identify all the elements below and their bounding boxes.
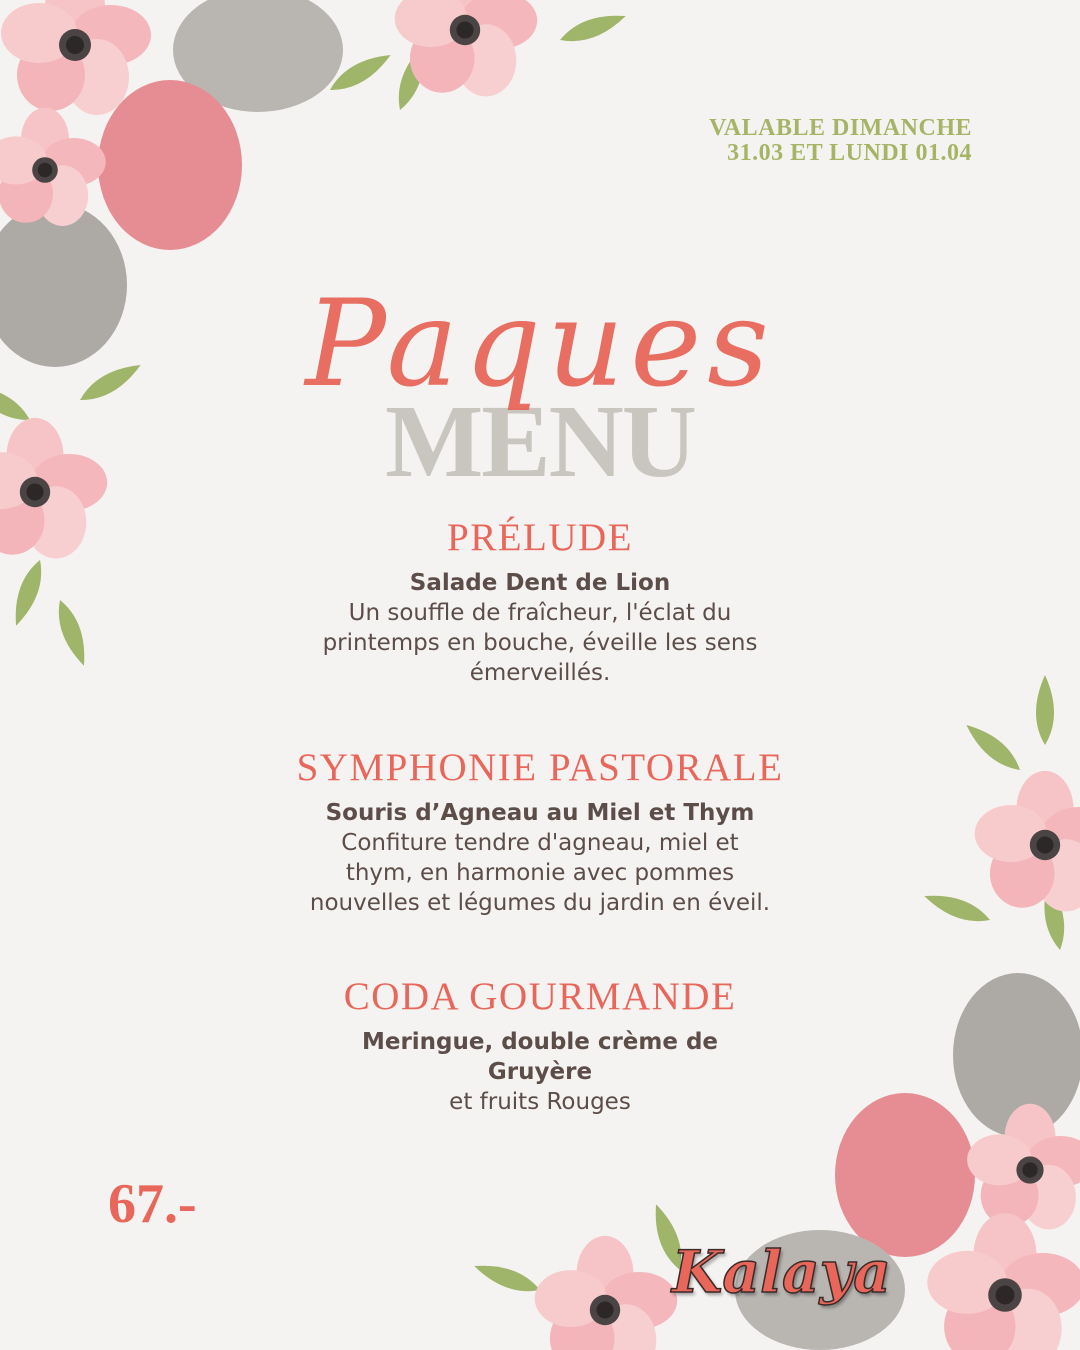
- price: 67.-: [108, 1173, 197, 1235]
- dish-name: Salade Dent de Lion: [409, 570, 671, 596]
- dish-desc: Confiture tendre d'agneau, miel et: [341, 830, 739, 856]
- dish-desc: et fruits Rouges: [449, 1089, 631, 1115]
- kalaya-logo: Kalaya: [672, 1238, 891, 1306]
- dish-desc: émerveillés.: [469, 660, 611, 686]
- paques-script-title: Paques: [305, 275, 775, 414]
- section-title: PRÉLUDE: [447, 516, 633, 559]
- dish-desc: Un souffle de fraîcheur, l'éclat du: [348, 600, 732, 626]
- section-coda: [270, 975, 810, 1117]
- validity-line-1: VALABLE DIMANCHE: [709, 115, 972, 141]
- dish-desc: printemps en bouche, éveille les sens: [322, 630, 758, 656]
- section-symphonie: [240, 746, 840, 918]
- dish-desc: nouvelles et légumes du jardin en éveil.: [309, 890, 771, 916]
- validity-dates: [709, 116, 972, 166]
- section-prelude: [270, 516, 810, 688]
- section-title: SYMPHONIE PASTORALE: [296, 746, 784, 789]
- dish-desc: thym, en harmonie avec pommes: [345, 860, 735, 886]
- validity-line-2: 31.03 ET LUNDI 01.04: [727, 140, 972, 166]
- dish-name: Meringue, double crème de: [361, 1029, 719, 1055]
- menu-title: MENU: [385, 384, 695, 499]
- section-title: CODA GOURMANDE: [343, 975, 737, 1018]
- dish-name: Souris d’Agneau au Miel et Thym: [325, 800, 755, 826]
- dish-name: Gruyère: [487, 1059, 593, 1085]
